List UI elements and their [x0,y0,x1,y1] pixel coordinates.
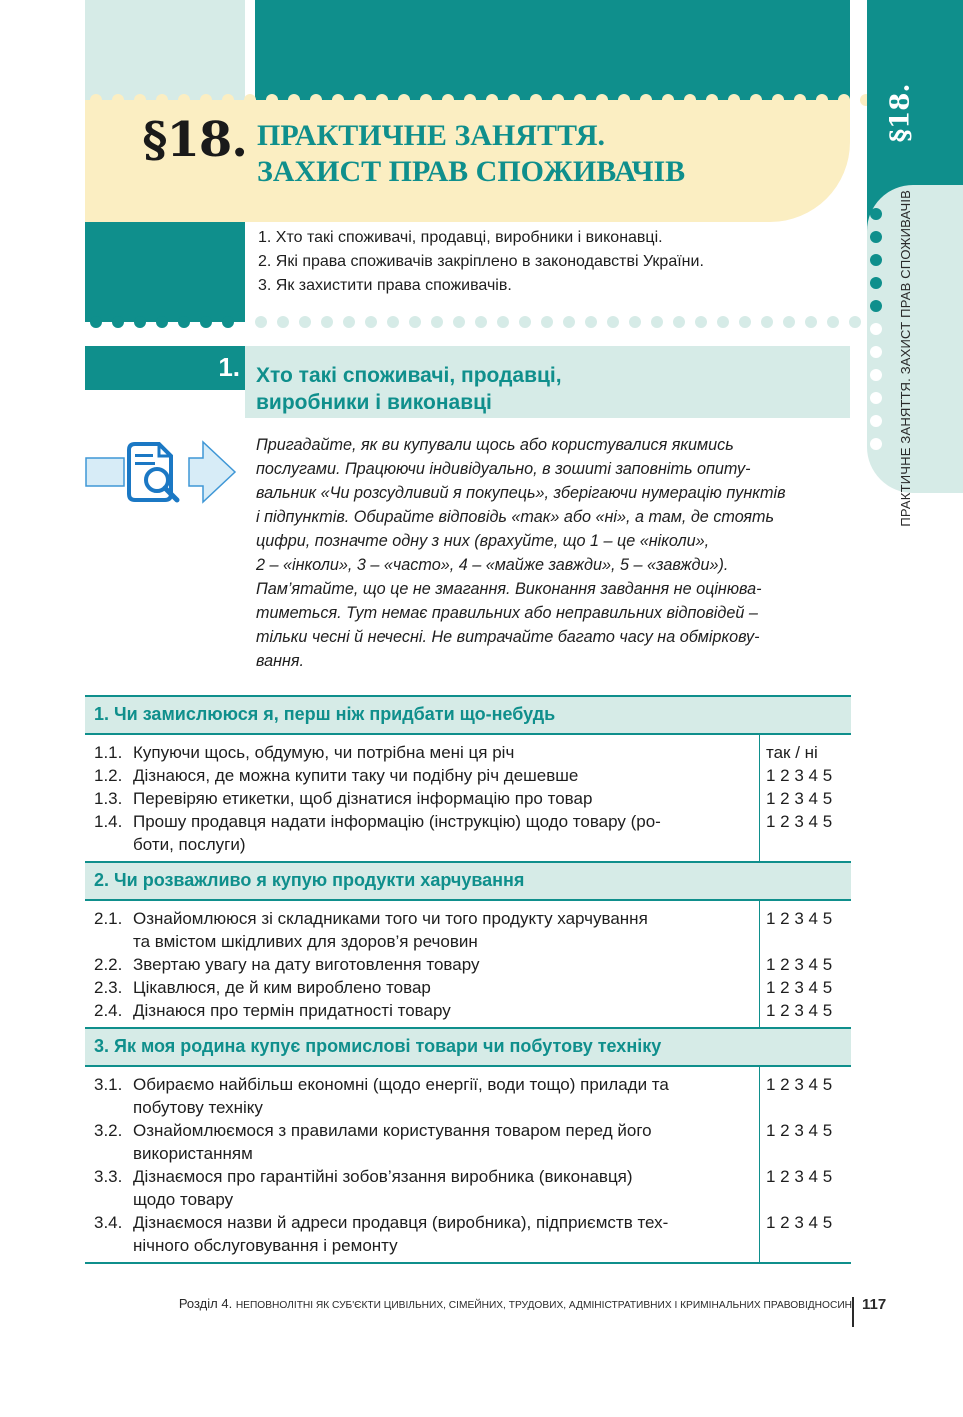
answer-scale[interactable]: 1 2 3 4 5 [766,1167,833,1186]
question-text: Прошу продавця надати інформацію (інструкцію) щодо товару (ро- боти, послуги) [133,812,661,854]
footer-section-title: НЕПОВНОЛІТНІ ЯК СУБ'ЄКТИ ЦИВІЛЬНИХ, СІМЕЙНИХ, ТРУДОВИХ, АДМІНІСТРАТИВНИХ І КРИМІНАЛЬНИХ ПРАВОВІДНОСИН [235,1300,852,1311]
page-number: 117 [862,1296,887,1313]
question-number: 1.1. [94,743,123,762]
questionnaire-group [85,1065,851,1262]
questionnaire-group-heading: 2. Чи розважливо я купую продукти харчування [85,861,851,899]
answer-scale[interactable]: 1 2 3 4 5 [766,955,833,974]
answer-scale[interactable]: 1 2 3 4 5 [766,766,833,785]
answer-scale[interactable]: 1 2 3 4 5 [766,789,833,808]
questionnaire-group [85,733,851,861]
document-search-icon [85,438,240,506]
question-number: 1.3. [94,789,123,808]
questionnaire-table [85,695,851,1264]
side-tab-caption [893,190,917,560]
question-row [94,810,751,856]
answer-scale[interactable]: 1 2 3 4 5 [766,1075,833,1094]
question-row [94,787,751,810]
question-row [94,953,751,976]
light-scallop-bottom [255,316,905,328]
question-row [94,764,751,787]
lesson-title [257,118,837,190]
question-text: Цікавлюся, де й ким вироблено товар [133,978,431,997]
task-line: цифри, позначте одну з них (врахуйте, що 1 – це «ніколи», [256,532,710,550]
task-line: Пам’ятайте, що це не змагання. Виконання завдання не оцінюва- [256,580,762,598]
answer-scale[interactable]: 1 2 3 4 5 [766,909,833,928]
answer-scale[interactable]: 1 2 3 4 5 [766,978,833,997]
question-number: 3.3. [94,1167,123,1186]
question-text: Дізнаємося про гарантійні зобов’язання виробника (виконавця) щодо товару [133,1167,633,1209]
side-tab-mark [880,78,920,148]
question-text: Дізнаюся, де можна купити таку чи подібну річ дешевше [133,766,579,785]
scale-column [759,735,851,861]
scale-column [759,901,851,1027]
lesson-question: 2. Які права споживачів закріплено в законодавстві України. [258,253,704,270]
section-title [256,362,816,416]
lesson-title-line2: ЗАХИСТ ПРАВ СПОЖИВАЧІВ [257,155,686,188]
questionnaire-group-heading: 3. Як моя родина купує промислові товари чи побутову техніку [85,1027,851,1065]
question-number: 1.2. [94,766,123,785]
question-number: 3.4. [94,1213,123,1232]
lesson-question: 1. Хто такі споживачі, продавці, виробники і виконавці. [258,229,663,246]
question-column [85,735,759,861]
header-teal-under-block [85,222,245,322]
lesson-questions [258,226,838,298]
task-line: тільки чесні й нечесні. Не витрачайте багато часу на обміркову- [256,628,760,646]
question-text: Ознайомлююся зі складниками того чи того продукту харчування та вмістом шкідливих для здоров’я речовин [133,909,648,951]
section-number: 1. [218,352,240,382]
question-column [85,901,759,1027]
task-line: Пригадайте, як ви купували щось або користувалися якимись [256,436,734,454]
question-number: 2.2. [94,955,123,974]
running-footer [140,1296,852,1311]
question-row [94,1211,751,1257]
section-title-line1: Хто такі споживачі, продавці, [256,364,562,387]
teal-scallop-bottom [90,316,234,328]
question-text: Звертаю увагу на дату виготовлення товару [133,955,480,974]
question-number: 1.4. [94,812,123,831]
task-instructions [256,433,852,673]
question-text: Купуючи щось, обдумую, чи потрібна мені ця річ [133,743,515,762]
question-text: Дізнаємося назви й адреси продавця (виробника), підприємств тех- нічного обслуговування і ремонту [133,1213,669,1255]
question-number: 2.4. [94,1001,123,1020]
question-column [85,1067,759,1262]
lesson-title-line1: ПРАКТИЧНЕ ЗАНЯТТЯ. [257,119,605,152]
question-text: Перевіряю етикетки, щоб дізнатися інформацію про товар [133,789,593,808]
header-teal-block [255,0,850,100]
answer-scale[interactable]: так / ні [766,743,818,762]
questionnaire-group [85,899,851,1027]
question-row [94,1165,751,1211]
question-text: Обираємо найбільш економні (щодо енергії, води тощо) прилади та побутову техніку [133,1075,669,1117]
question-row [94,741,751,764]
task-line: тиметься. Тут немає правильних або неправильних відповідей – [256,604,758,622]
lesson-question: 3. Як захистити права споживачів. [258,277,512,294]
answer-scale[interactable]: 1 2 3 4 5 [766,1213,833,1232]
side-tab-scallops [870,208,884,461]
task-line: 2 – «інколи», 3 – «часто», 4 – «майже завжди», 5 – «завжди»). [256,556,729,574]
answer-scale[interactable]: 1 2 3 4 5 [766,1001,833,1020]
answer-scale[interactable]: 1 2 3 4 5 [766,812,833,831]
header-light-block [85,0,245,100]
questionnaire-group-heading: 1. Чи замислююся я, перш ніж придбати що-небудь [85,695,851,733]
task-line: і підпунктів. Обирайте відповідь «так» або «ні», а там, де стоять [256,508,774,526]
footer-divider [852,1297,854,1327]
answer-scale[interactable]: 1 2 3 4 5 [766,1121,833,1140]
question-row [94,907,751,953]
task-line: вальник «Чи розсудливий я покупець», зберігаючи нумерацію пунктів [256,484,786,502]
question-row [94,976,751,999]
section-title-line2: виробники і виконавці [256,391,492,414]
side-tab-mark-text: §18. [885,83,915,143]
question-number: 3.1. [94,1075,123,1094]
question-number: 2.3. [94,978,123,997]
task-line: послугами. Працюючи індивідуально, в зошиті заповніть опиту- [256,460,751,478]
question-number: 2.1. [94,909,123,928]
question-row [94,1073,751,1119]
question-row [94,1119,751,1165]
footer-section-prefix: Розділ 4. [178,1296,233,1311]
question-text: Ознайомлюємося з правилами користування товаром перед його використанням [133,1121,652,1163]
lesson-mark: §18. [142,112,247,168]
question-text: Дізнаюся про термін придатності товару [133,1001,451,1020]
question-number: 3.2. [94,1121,123,1140]
task-line: вання. [256,652,305,670]
scale-column [759,1067,851,1262]
question-row [94,999,751,1022]
side-tab-caption-text: ПРАКТИЧНЕ ЗАНЯТТЯ. ЗАХИСТ ПРАВ СПОЖИВАЧІВ [897,190,913,527]
